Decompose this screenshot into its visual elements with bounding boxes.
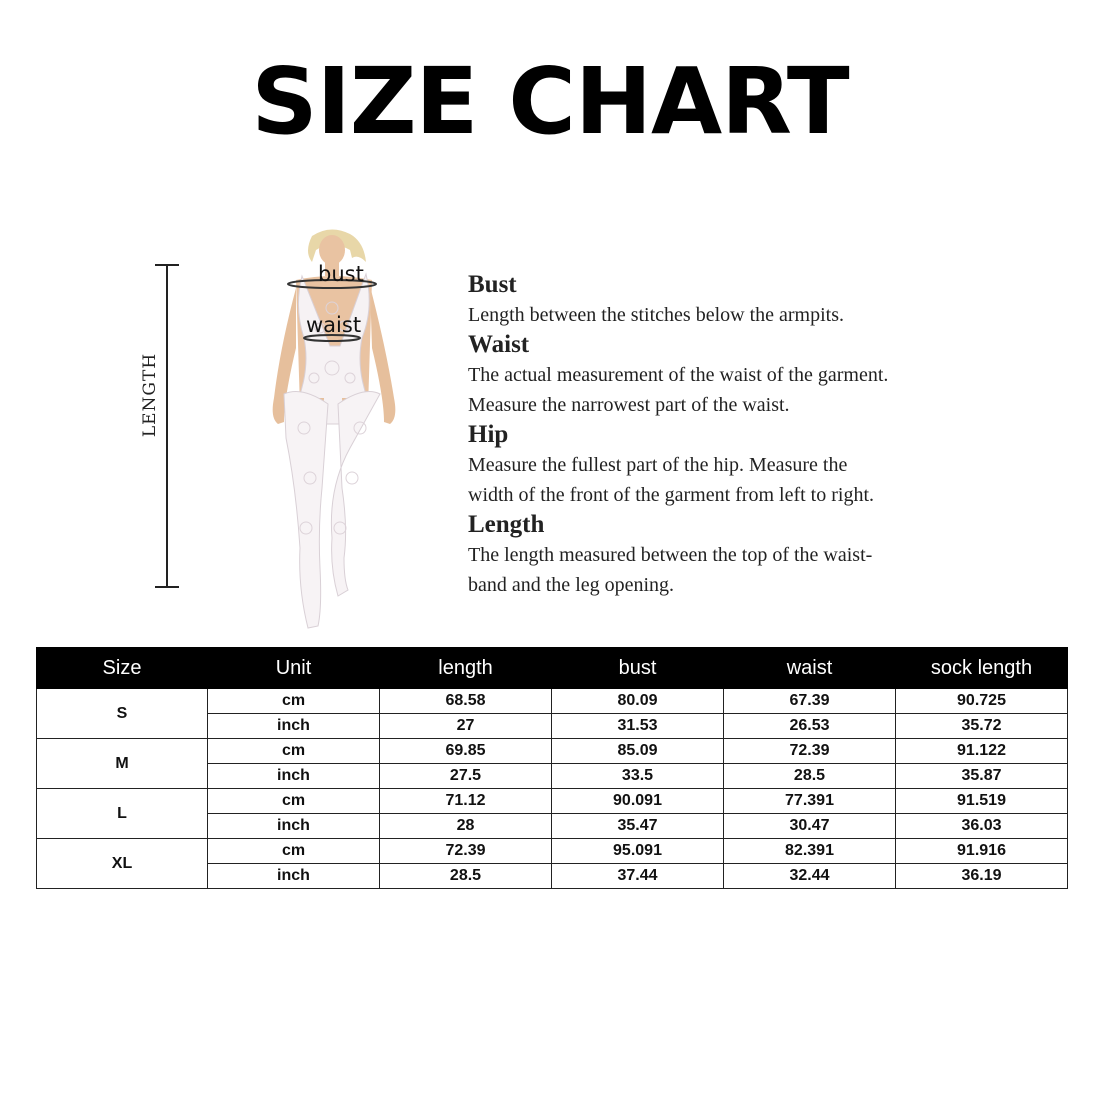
table-cell: 82.391 (724, 839, 896, 864)
desc-heading-length: Length (468, 511, 545, 538)
table-row (37, 839, 1068, 864)
table-cell: 91.916 (896, 839, 1068, 864)
unit-cell: inch (208, 764, 380, 789)
bust-label: bust (318, 262, 364, 286)
table-row (37, 739, 1068, 764)
unit-cell: cm (208, 739, 380, 764)
desc-text-line: The length measured between the top of the waist- (468, 544, 873, 566)
table-cell: 95.091 (552, 839, 724, 864)
desc-heading-bust: Bust (468, 271, 517, 298)
table-cell: 90.725 (896, 689, 1068, 714)
header-length: length (380, 648, 552, 689)
table-cell: 36.19 (896, 864, 1068, 889)
table-cell: 35.47 (552, 814, 724, 839)
table-cell: 91.519 (896, 789, 1068, 814)
page-title: SIZE CHART (251, 48, 849, 155)
desc-heading-hip: Hip (468, 421, 509, 448)
table-cell: 30.47 (724, 814, 896, 839)
desc-text-line: Measure the narrowest part of the waist. (468, 394, 790, 416)
desc-heading-waist: Waist (468, 331, 530, 358)
table-cell: 28 (380, 814, 552, 839)
table-cell: 67.39 (724, 689, 896, 714)
table-cell: 28.5 (380, 864, 552, 889)
table-cell: 90.091 (552, 789, 724, 814)
desc-text-line: width of the front of the garment from left to right. (468, 484, 875, 506)
unit-cell: cm (208, 839, 380, 864)
table-cell: 32.44 (724, 864, 896, 889)
unit-cell: inch (208, 714, 380, 739)
table-cell: 27 (380, 714, 552, 739)
measurement-descriptions (468, 270, 1028, 600)
header-bust: bust (552, 648, 724, 689)
size-table (36, 647, 1068, 889)
unit-cell: inch (208, 864, 380, 889)
size-cell: S (37, 689, 208, 739)
table-header-row (37, 648, 1068, 689)
table-row (37, 689, 1068, 714)
header-size: Size (37, 648, 208, 689)
desc-text-line: Measure the fullest part of the hip. Measure the (468, 454, 848, 476)
table-cell: 80.09 (552, 689, 724, 714)
waist-label: waist (306, 313, 362, 337)
table-cell: 68.58 (380, 689, 552, 714)
table-row (37, 789, 1068, 814)
table-cell: 77.391 (724, 789, 896, 814)
desc-text-line: band and the leg opening. (468, 574, 675, 596)
table-cell: 71.12 (380, 789, 552, 814)
desc-waist (468, 330, 1028, 420)
length-label: LENGTH (140, 352, 160, 438)
table-cell: 28.5 (724, 764, 896, 789)
table-cell: 27.5 (380, 764, 552, 789)
header-waist: waist (724, 648, 896, 689)
model-figure-image (240, 228, 420, 632)
table-cell: 26.53 (724, 714, 896, 739)
unit-cell: inch (208, 814, 380, 839)
table-cell: 85.09 (552, 739, 724, 764)
size-cell: L (37, 789, 208, 839)
size-cell: M (37, 739, 208, 789)
unit-cell: cm (208, 689, 380, 714)
table-cell: 72.39 (724, 739, 896, 764)
desc-hip (468, 420, 1028, 510)
table-cell: 37.44 (552, 864, 724, 889)
table-cell: 72.39 (380, 839, 552, 864)
length-ruler-bottom-cap (155, 586, 179, 588)
table-cell: 91.122 (896, 739, 1068, 764)
desc-bust (468, 270, 1028, 330)
table-cell: 33.5 (552, 764, 724, 789)
length-ruler (166, 265, 168, 587)
size-cell: XL (37, 839, 208, 889)
table-cell: 69.85 (380, 739, 552, 764)
unit-cell: cm (208, 789, 380, 814)
header-unit: Unit (208, 648, 380, 689)
desc-length (468, 510, 1028, 600)
desc-text-line: The actual measurement of the waist of the garment. (468, 364, 889, 386)
header-sock-length: sock length (896, 648, 1068, 689)
table-cell: 36.03 (896, 814, 1068, 839)
desc-text-line: Length between the stitches below the armpits. (468, 304, 845, 326)
table-cell: 31.53 (552, 714, 724, 739)
table-cell: 35.72 (896, 714, 1068, 739)
table-cell: 35.87 (896, 764, 1068, 789)
